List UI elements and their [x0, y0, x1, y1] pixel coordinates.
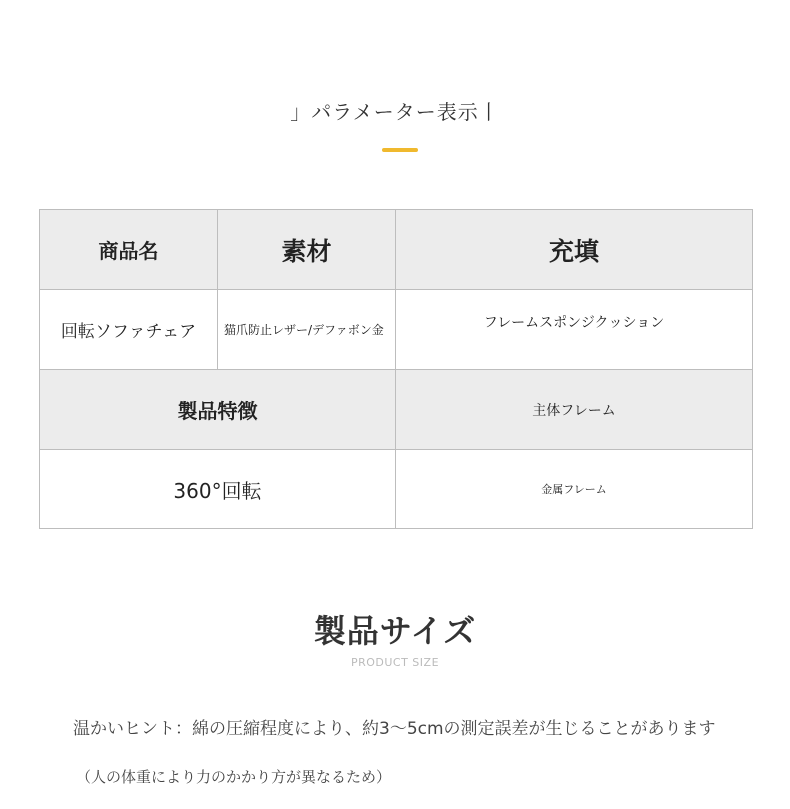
section-title: 」パラメーター表示丨	[290, 100, 500, 124]
cell-material: 猫爪防止レザー/デファボン金	[218, 290, 396, 370]
parameter-table	[39, 209, 753, 529]
measurement-note-sub: （人の体重により力のかかり方が異なるため）	[76, 768, 392, 786]
header-product-name: 商品名	[40, 210, 218, 290]
cell-rotation: 360°回転	[40, 450, 396, 529]
title-underline	[382, 148, 418, 152]
measurement-note: 温かいヒント：綿の圧縮程度により、約3～5cmの測定誤差が生じることがあります	[73, 719, 716, 739]
header-main-frame: 主体フレーム	[396, 370, 753, 450]
size-section-subtitle: PRODUCT SIZE	[350, 656, 440, 669]
size-section-title: 製品サイズ	[313, 612, 477, 650]
header-material: 素材	[218, 210, 396, 290]
table-row	[40, 290, 753, 370]
cell-metal-frame: 金属フレーム	[396, 450, 753, 529]
table-row	[40, 210, 753, 290]
cell-filling: フレームスポンジクッション	[396, 290, 753, 370]
header-features: 製品特徴	[40, 370, 396, 450]
cell-product-name: 回転ソファチェア	[40, 290, 218, 370]
table-row	[40, 370, 753, 450]
table-row	[40, 450, 753, 529]
header-filling: 充填	[396, 210, 753, 290]
